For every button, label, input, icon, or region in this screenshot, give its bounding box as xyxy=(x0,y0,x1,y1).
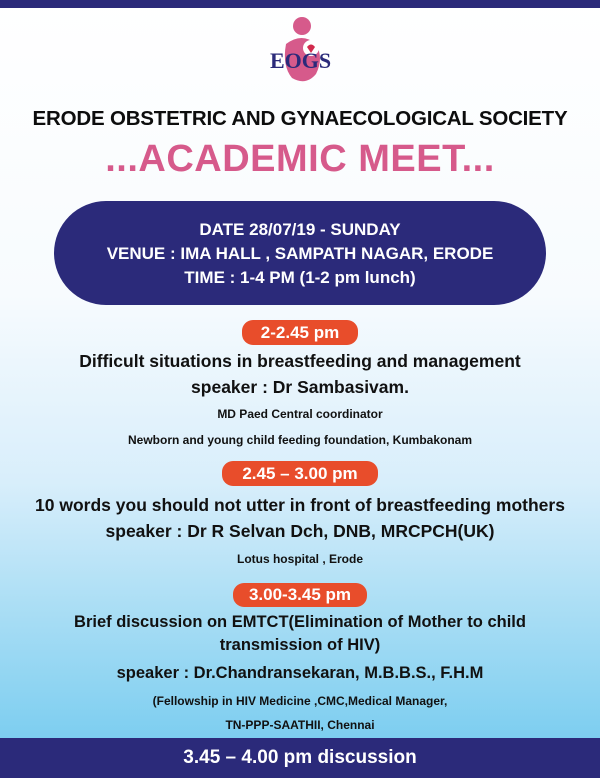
event-venue: VENUE : IMA HALL , SAMPATH NAGAR, ERODE xyxy=(106,244,494,263)
logo-letter-e: EOGS xyxy=(270,48,332,73)
event-details-panel xyxy=(54,201,546,305)
speaker-affiliation: Lotus hospital , Erode xyxy=(236,552,363,566)
event-title: ...ACADEMIC MEET... xyxy=(105,138,495,180)
session-topic-continued: transmission of HIV) xyxy=(219,636,381,654)
session-speaker: speaker : Dr R Selvan Dch, DNB, MRCPCH(UK) xyxy=(105,521,495,541)
top-band xyxy=(0,0,600,8)
discussion-footer: 3.45 – 4.00 pm discussion xyxy=(0,738,600,778)
society-name: ERODE OBSTETRIC AND GYNAECOLOGICAL SOCIETY xyxy=(32,107,568,130)
session-topic: 10 words you should not utter in front of breastfeeding mothers xyxy=(35,495,565,515)
session-time-badge: 3.00-3.45 pm xyxy=(233,583,367,607)
session-topic: Brief discussion on EMTCT(Elimination of Mother to child xyxy=(74,613,526,631)
session-topic: Difficult situations in breastfeeding and management xyxy=(79,351,521,371)
speaker-affiliation: Newborn and young child feeding foundation, Kumbakonam xyxy=(128,433,472,447)
session-time-badge: 2.45 – 3.00 pm xyxy=(222,461,378,486)
session-speaker: speaker : Dr Sambasivam. xyxy=(191,377,409,397)
event-date: DATE 28/07/19 - SUNDAY xyxy=(199,220,401,239)
event-time: TIME : 1-4 PM (1-2 pm lunch) xyxy=(184,268,416,287)
eogs-mother-child-logo-icon xyxy=(262,14,338,96)
speaker-credentials: MD Paed Central coordinator xyxy=(217,407,383,421)
session-time-badge: 2-2.45 pm xyxy=(242,320,358,345)
speaker-credentials: (Fellowship in HIV Medicine ,CMC,Medical Manager, xyxy=(152,694,448,708)
speaker-affiliation: TN-PPP-SAATHII, Chennai xyxy=(225,718,375,732)
session-speaker: speaker : Dr.Chandransekaran, M.B.B.S., F.H.M xyxy=(116,664,484,682)
